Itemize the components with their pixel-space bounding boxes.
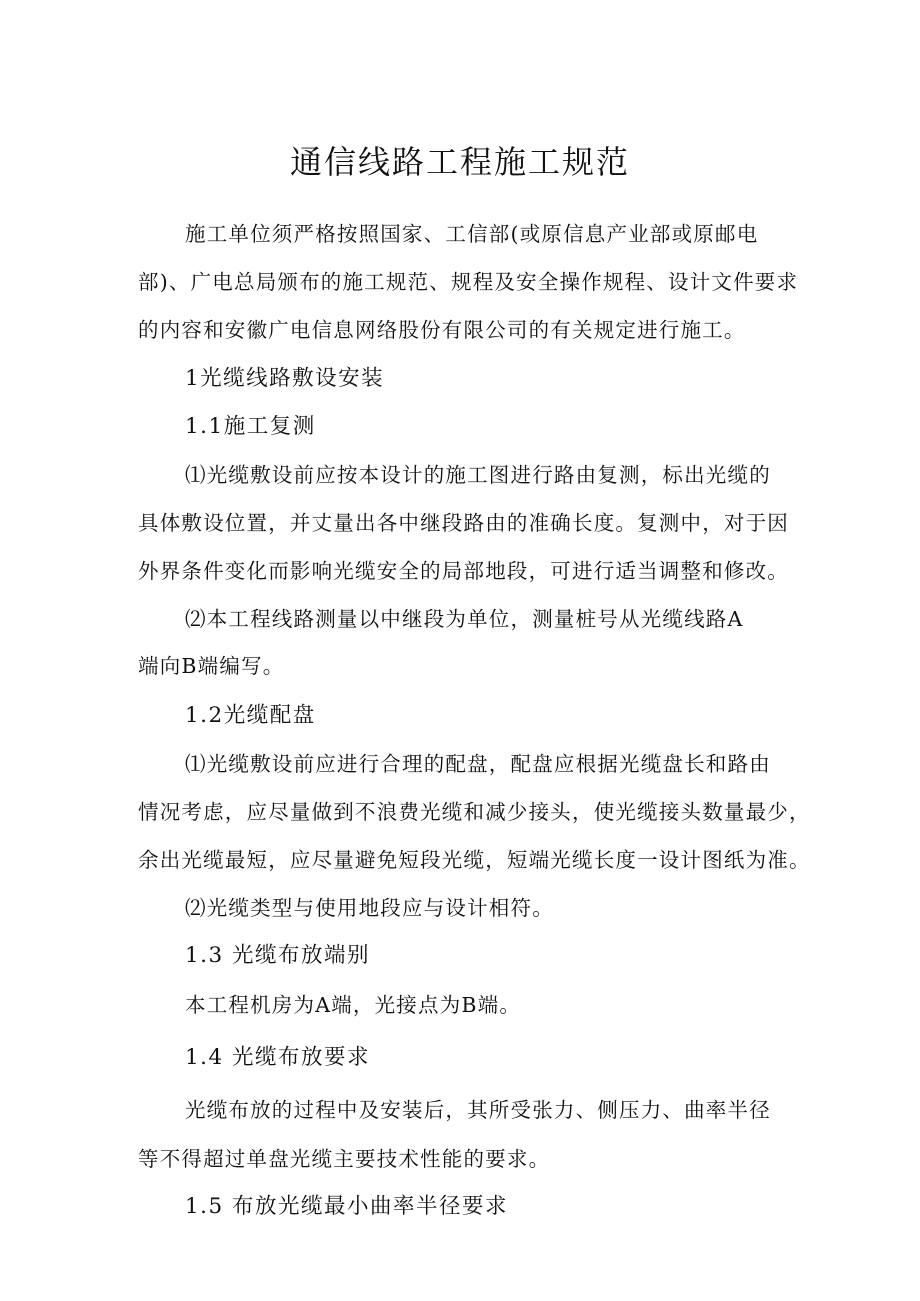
subsection-heading: 1.4 光缆布放要求 (185, 1045, 371, 1070)
paragraph-line: 部)、广电总局颁布的施工规范、规程及安全操作规程、设计文件要求 (138, 270, 799, 294)
subsection-heading: 1.3 光缆布放端别 (185, 943, 371, 968)
paragraph-line: 情况考虑，应尽量做到不浪费光缆和减少接头，使光缆接头数量最少， (138, 800, 811, 824)
paragraph-line: ⑴光缆敷设前应进行合理的配盘，配盘应根据光缆盘长和路由 (185, 752, 771, 776)
paragraph-line: ⑵光缆类型与使用地段应与设计相符。 (185, 896, 554, 920)
subsection-heading: 1.1施工复测 (185, 414, 316, 439)
paragraph-line: 具体敷设位置，并丈量出各中继段路由的准确长度。复测中，对于因 (138, 511, 789, 535)
paragraph-line: 的内容和安徽广电信息网络股份有限公司的有关规定进行施工。 (138, 318, 746, 342)
section-heading: 1光缆线路敷设安装 (185, 366, 385, 391)
subsection-heading: 1.5 布放光缆最小曲率半径要求 (185, 1194, 509, 1219)
paragraph-line: ⑵本工程线路测量以中继段为单位，测量桩号从光缆线路A (185, 607, 744, 631)
paragraph-line: 余出光缆最短，应尽量避免短段光缆，短端光缆长度一设计图纸为准。 (138, 848, 811, 872)
paragraph-line: 本工程机房为A端，光接点为B端。 (185, 993, 522, 1017)
subsection-heading: 1.2光缆配盘 (185, 703, 316, 728)
document-title: 通信线路工程施工规范 (289, 143, 630, 181)
paragraph-line: ⑴光缆敷设前应按本设计的施工图进行路由复测，标出光缆的 (185, 463, 771, 487)
paragraph-line: 等不得超过单盘光缆主要技术性能的要求。 (138, 1147, 551, 1171)
paragraph-line: 施工单位须严格按照国家、工信部(或原信息产业部或原邮电 (185, 222, 759, 246)
paragraph-line: 光缆布放的过程中及安装后，其所受张力、侧压力、曲率半径 (185, 1098, 771, 1122)
paragraph-line: 外界条件变化而影响光缆安全的局部地段，可进行适当调整和修改。 (138, 559, 789, 583)
paragraph-line: 端向B端编写。 (138, 654, 285, 678)
